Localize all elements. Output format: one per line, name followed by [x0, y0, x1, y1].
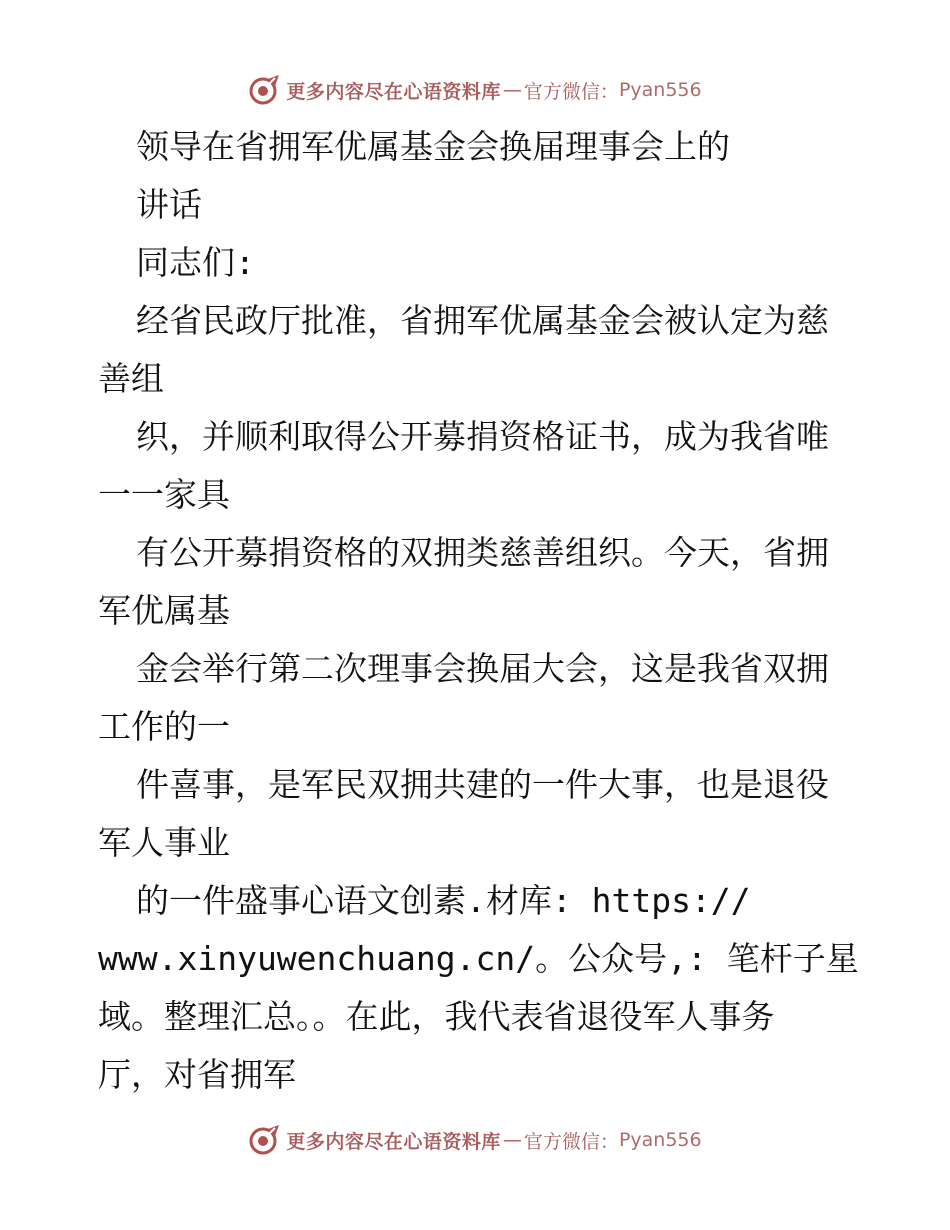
text-line: 讲话: [136, 185, 202, 224]
watermark-separator: —: [502, 79, 522, 101]
text-line: 织，并顺利取得公开募捐资格证书，成为我省唯: [136, 417, 829, 456]
footer-watermark-banner: [0, 1120, 950, 1160]
watermark-wechat-id: Pyan556: [618, 79, 702, 101]
watermark-separator: —: [502, 1129, 522, 1151]
watermark-official-label: 官方微信：: [523, 80, 619, 103]
watermark-wechat-id: Pyan556: [618, 1129, 702, 1151]
text-line: 军优属基: [98, 591, 230, 630]
pen-logo-icon: [248, 73, 282, 107]
text-line: 领导在省拥军优属基金会换届理事会上的: [136, 127, 730, 166]
text-line: 同志们:: [136, 243, 255, 282]
text-line: 件喜事，是军民双拥共建的一件大事，也是退役: [136, 765, 829, 804]
watermark-official-label: 官方微信：: [523, 1130, 619, 1153]
watermark-main-text: 更多内容尽在心语资料库: [286, 1130, 501, 1153]
text-line: 有公开募捐资格的双拥类慈善组织。今天，省拥: [136, 533, 829, 572]
text-line: 工作的一: [98, 707, 230, 746]
text-line: 域。整理汇总。。在此，我代表省退役军人事务: [98, 997, 775, 1036]
text-line: www.xinyuwenchuang.cn/。公众号,: 笔杆子星: [98, 939, 859, 978]
text-line: 一一家具: [98, 475, 230, 514]
text-line: 军人事业: [98, 823, 230, 862]
text-line: 善组: [98, 359, 164, 398]
text-line: 厅，对省拥军: [98, 1055, 296, 1094]
text-line: 金会举行第二次理事会换届大会，这是我省双拥: [136, 649, 829, 688]
text-line: 的一件盛事心语文创素.材库: https://: [136, 881, 751, 920]
header-watermark-banner: [0, 70, 950, 110]
pen-logo-icon: [248, 1123, 282, 1157]
text-line: 经省民政厅批准，省拥军优属基金会被认定为慈: [136, 301, 829, 340]
watermark-main-text: 更多内容尽在心语资料库: [286, 80, 501, 103]
